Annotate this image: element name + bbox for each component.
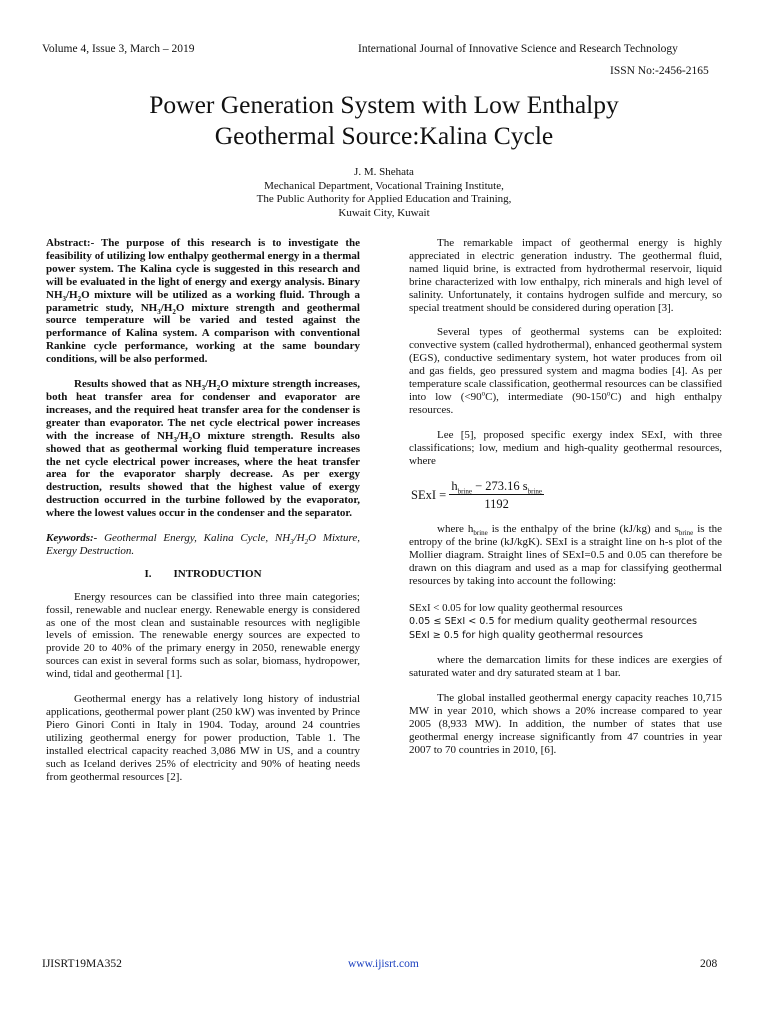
- footer-page-number: 208: [700, 958, 718, 970]
- author-block: [0, 166, 768, 220]
- author-affiliation-2: The Public Authority for Applied Education and Training,: [256, 193, 512, 205]
- classification-medium: 0.05 ≤ SExI < 0.5 for medium quality geothermal resources: [409, 616, 698, 628]
- author-affiliation-1: Mechanical Department, Vocational Training Institute,: [264, 179, 504, 192]
- footer-paper-id: IJISRT19MA352: [42, 958, 122, 970]
- right-paragraph-6: The global installed geothermal energy capacity reaches 10,715 MW in year 2010, which shows a 20% increase compared to year 2005 (8,933 MW). In addition, the number of states that use geothermal energy increase significantly from 47 countries in year 2007 to 70 countries in 2010, [6].: [409, 692, 722, 756]
- right-paragraph-1: The remarkable impact of geothermal energy is highly appreciated in electric generation industry. The geothermal fluid, named liquid brine, is extracted from hydrothermal reservoir, liquid brine characterized with low enthalpy, rich minerals and high level of salinity. Unfortunately, it contains hydrogen sulfide and mercury, so special treatment should be considered during operation [3].: [409, 237, 722, 314]
- author-name: J. M. Shehata: [354, 166, 414, 178]
- classification-high: SExI ≥ 0.5 for high quality geothermal resources: [409, 629, 643, 641]
- footer-url-link[interactable]: www.ijisrt.com: [348, 958, 419, 970]
- right-paragraph-4: where $h_{brine}$ is the enthalpy of the brine (kJ/kg) and $s_{brine}$ is the entropy of the brine (kJ/kgK). SExI is a straight line on h-s plot of the Mollier diagram. Straight lines of SExI=0.5 and 0.05 can therefore be drawn on this diagram and used as a map for classifying geothermal resources by taking into account the following:: [409, 523, 723, 587]
- sexi-equation: SExI = $\frac{h_{brine} - 273.16 s_{brine}}{1192}$: [411, 478, 543, 512]
- classification-list: [409, 602, 722, 643]
- right-paragraph-3: Lee [5], proposed specific exergy index SExI, with three classifications; low, medium and high-quality geothermal resources, where: [409, 428, 722, 467]
- paper-title: [0, 89, 768, 151]
- author-affiliation-3: Kuwait City, Kuwait: [338, 206, 430, 219]
- header-volume: Volume 4, Issue 3, March – 2019: [42, 43, 195, 55]
- right-paragraph-2: Several types of geothermal systems can be exploited: convective system (called hydrothermal), enhanced geothermal system (EGS), conductive sedimentary system, hot water produces from oil and gas fields, geo pressured system and magma bodies [4]. As per temperature scale classification, geothermal resources can be classified into low $(<90^oC)$, intermediate (90-150$^o$C) and high enthalpy resources.: [409, 326, 722, 416]
- header-journal: International Journal of Innovative Science and Research Technology: [358, 43, 678, 55]
- right-paragraph-5: where the demarcation limits for these indices are exergies of saturated water and dry saturated steam at 1 bar.: [409, 654, 722, 680]
- section-heading-introduction: I. INTRODUCTION: [144, 567, 262, 580]
- abstract-results-paragraph: Results showed that as $NH_3/H_2O$ mixture strength increases, both heat transfer area for condenser and evaporator are increases, and the required heat transfer area for the condenser is greater than evaporator. The net cycle electrical power increases with the increase of $NH_3/H_2O$ mixture strength. Results also showed that as geothermal working fluid temperature increases the net cycle electrical power increases, where the heat transfer area for the evaporator sharply decrease. As per exergy destruction, results showed that the highest value of exergy destruction occurred in the turbine followed by the evaporator, where the lowest values occur in the condenser and the separator.: [46, 378, 360, 520]
- right-column: [409, 237, 722, 757]
- classification-low: SExI < 0.05 for low quality geothermal resources: [409, 601, 623, 614]
- keywords: Keywords:- Geothermal Energy, Kalina Cycle, $NH_3/H_2O$ Mixture, Exergy Destruction.: [46, 532, 360, 557]
- header-issn: ISSN No:-2456-2165: [610, 65, 709, 77]
- left-column: [46, 237, 360, 783]
- equation-fraction: $\frac{h_{brine} - 273.16 s_{brine}}{1192}$: [451, 478, 543, 512]
- abstract-paragraph: Abstract:- The purpose of this research is to investigate the feasibility of utilizing low enthalpy geothermal energy in a thermal power system. The Kalina cycle is suggested in this research and will be evaluated in the light of energy and exergy analysis. Binary $NH_3/H_2O$ mixture will be utilized as a working fluid. Through a parametric study, $NH_3/H_2O$ mixture strength and geothermal source temperature will be varied and tested against the performance of Kalina system. A comparison with conventional Rankine cycle performance, working at the same boundary conditions, will be also performed.: [46, 237, 360, 366]
- title-line-1: Power Generation System with Low Enthalpy: [149, 90, 619, 119]
- title-line-2: Geothermal Source:Kalina Cycle: [214, 121, 554, 150]
- intro-paragraph-2: Geothermal energy has a relatively long history of industrial applications, geothermal power plant (250 kW) was invented by Prince Piero Ginori Conti in Italy in 1904. Today, around 24 countries utilizing geothermal energy for power production, Table 1. The installed electrical capacity reached 3,086 MW in US, and a country such as Iceland derives 25% of electricity and 90% of heating needs from geothermal resources [2].: [46, 693, 360, 783]
- intro-paragraph-1: Energy resources can be classified into three main categories; fossil, renewable and nuclear energy. Renewable energy is considered as one of the most clean and sustainable resources with negligible levels of emission. The renewable energy sources are expected to provide 20 to 40% of the primary energy in 2050, renewable energy sources can exist in several forms such as solar, biomass, hydropower, wind, tidal and geothermal [1].: [46, 590, 360, 681]
